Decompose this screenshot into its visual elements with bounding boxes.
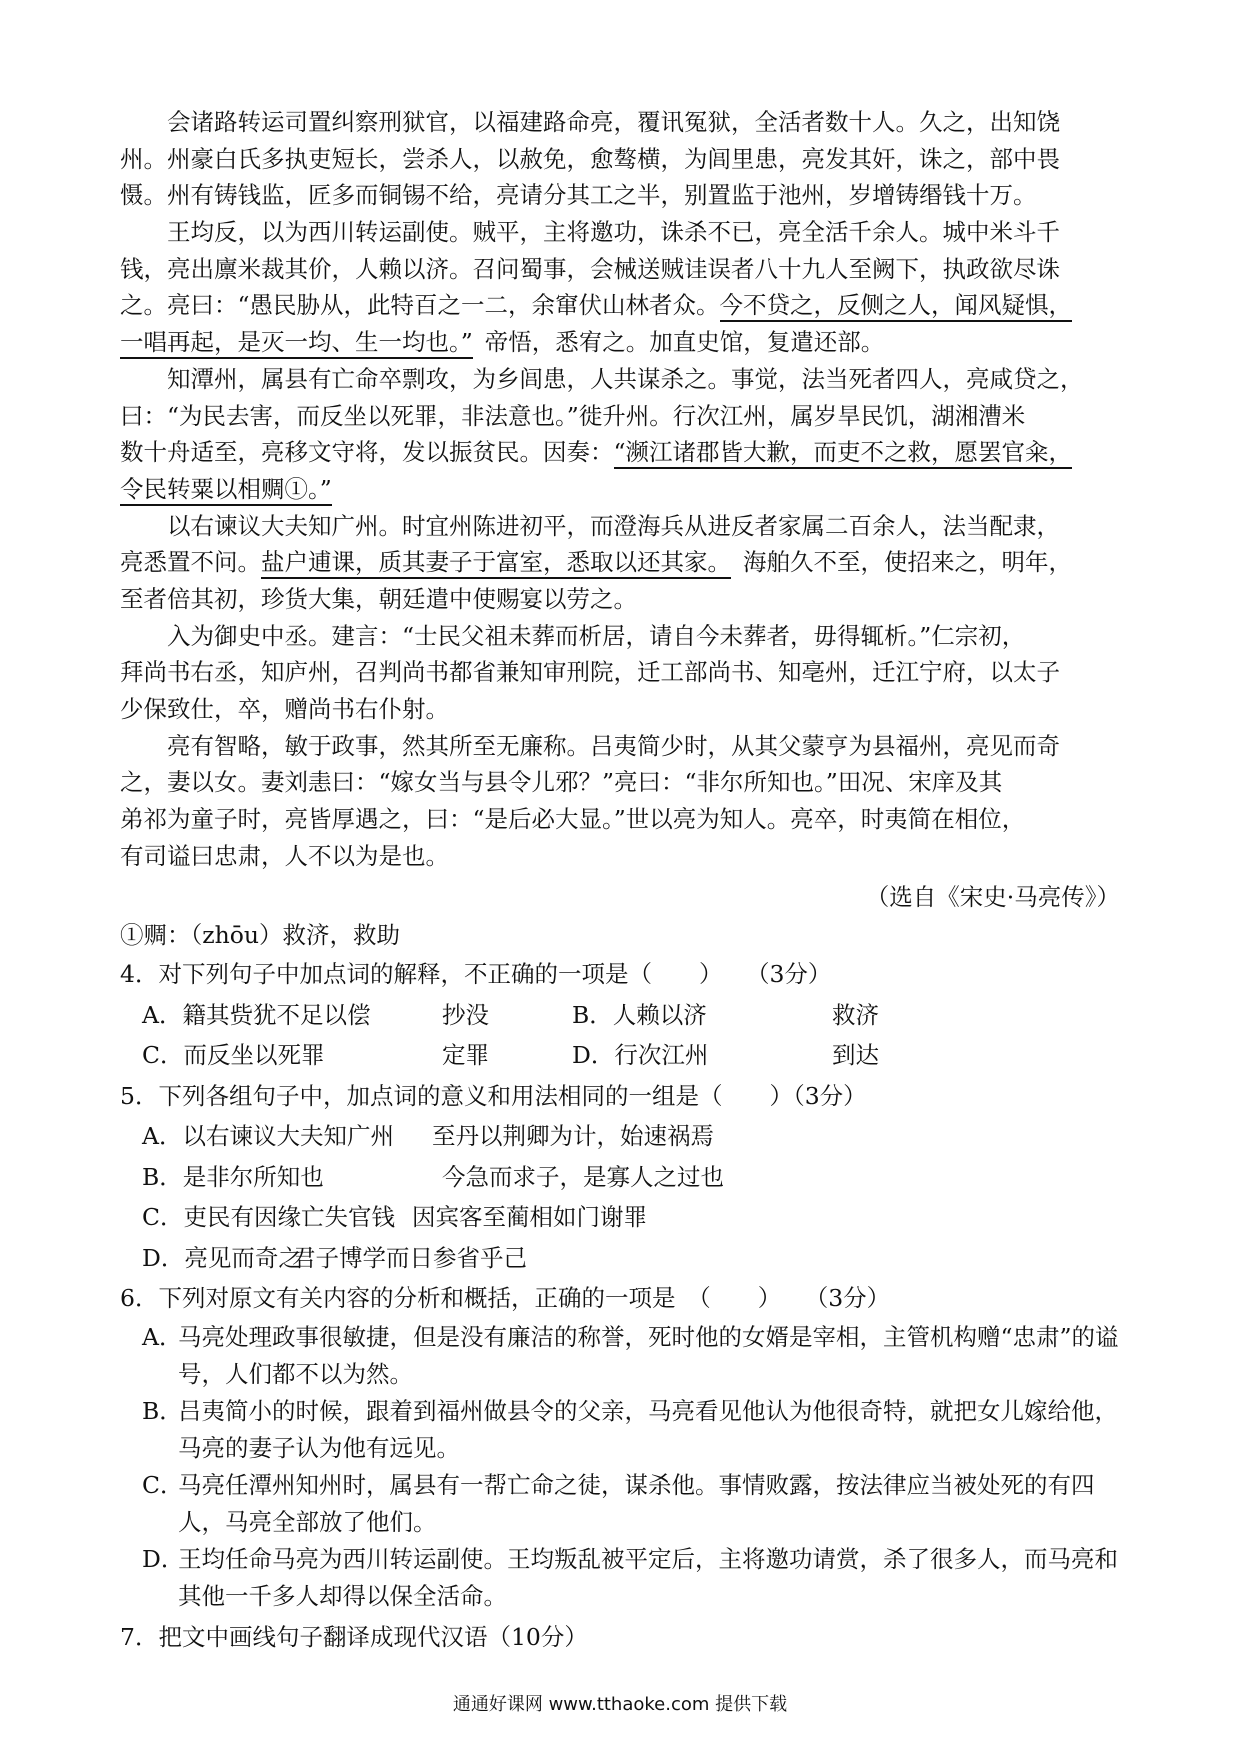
passage-line (120, 177, 1130, 214)
passage-text: 少保致仕，卒，赠尚书右仆射。 (120, 695, 449, 723)
question-5-options (120, 1116, 1130, 1278)
passage-text: 至者倍其初，珍货大集，朝廷遣中使赐宴以劳之。 (120, 584, 637, 613)
footnote: ①赒：（zhōu）救济，救助 (120, 921, 401, 949)
passage-text: 王均反，以为西川转运副使。贼平，主将邀功，诛杀不已，亮全活千余人。城中米斗千 (167, 218, 1060, 247)
passage-line (120, 691, 1130, 728)
passage-text: 曰：“为民去害，而反坐以死罪，非法意也。”徙升州。行次江州，属岁旱民饥，湖湘漕米 (120, 401, 1026, 430)
passage-line (120, 251, 1130, 288)
option-sentence: B．人赖以济 (572, 1000, 707, 1029)
option-text: 马亮处理政事很敏捷，但是没有廉洁的称誉，死时他的女婿是宰相，主管机构赠“忠肃”的谥号，人们都不以为然。 (178, 1322, 1119, 1388)
passage-line (120, 471, 1130, 508)
passage-line (120, 104, 1130, 141)
option-sentence: A．籍其赀犹不足以偿 (142, 1000, 371, 1029)
source-citation: （选自《宋史·马亮传》） (865, 883, 1120, 911)
underlined-sentence: 盐户逋课，质其妻子于富室，悉取以还其家。 (261, 548, 731, 579)
passage-text: 之。亮曰：“愚民胁从，此特百之一二，余窜伏山林者众。 (120, 291, 720, 320)
passage-line (120, 324, 1130, 361)
passage-line (120, 654, 1130, 691)
option-text: 马亮任潭州知州时，属县有一帮亡命之徒，谋杀他。事情败露，按法律应当被处死的有四人，马亮全部放了他们。 (178, 1470, 1095, 1536)
passage-line (120, 508, 1130, 545)
passage-text: 帝悟，悉宥之。加直史馆，复遣还部。 (484, 328, 885, 357)
option-meaning: 救济 (832, 1000, 879, 1029)
passage-line (120, 618, 1130, 655)
option-meaning: 抄没 (442, 1000, 489, 1029)
option-label: A． (142, 1322, 183, 1351)
option-sentence-b: 君子博学而日参省乎己 (292, 1243, 527, 1272)
passage-text: 会诸路转运司置纠察刑狱官，以福建路命亮，覆讯冤狱，全活者数十人。久之，出知饶 (167, 108, 1060, 136)
passage (120, 104, 1130, 874)
passage-text: 有司谥曰忠肃，人不以为是也。 (120, 841, 449, 870)
option-row (120, 1238, 1130, 1279)
question-5-stem: 5．下列各组句子中，加点词的意义和用法相同的一组是（ ）（3分） (120, 1081, 867, 1110)
option-label: D． (142, 1544, 185, 1573)
passage-line (120, 581, 1130, 618)
option-label: C． (142, 1470, 184, 1499)
passage-text: 慑。州有铸钱监，匠多而铜锡不给，亮请分其工之半，别置监于池州，岁增铸缗钱十万。 (120, 181, 1037, 210)
option-sentence-b: 至丹以荆卿为计，始速祸焉 (432, 1122, 714, 1150)
underlined-sentence: 令民转粟以相赒①。” (120, 475, 332, 506)
passage-text: 海舶久不至，使招来之，明年， (743, 548, 1072, 577)
page-footer: 通通好课网 www.tthaoke.com 提供下载 (452, 1694, 788, 1715)
option-row (120, 1116, 1130, 1157)
passage-line (120, 398, 1130, 435)
passage-line (120, 838, 1130, 875)
option-row (120, 995, 1130, 1036)
underlined-sentence: 今不贷之，反侧之人，闻风疑惧， (720, 291, 1073, 322)
passage-text: 亮有智略，敏于政事，然其所至无廉称。吕夷简少时，从其父蒙亨为县福州，亮见而奇 (167, 731, 1060, 760)
passage-text: 亮悉置不问。 (120, 548, 261, 577)
option-sentence-b: 因宾客至蔺相如门谢罪 (412, 1203, 647, 1231)
option-row (120, 1197, 1130, 1238)
option-sentence-a: C．吏民有因缘亡失官钱 (142, 1203, 395, 1231)
option-sentence: C．而反坐以死罪 (142, 1041, 325, 1069)
passage-line (120, 801, 1130, 838)
passage-line (120, 287, 1130, 324)
question-6-stem: 6．下列对原文有关内容的分析和概括，正确的一项是 （ ） （3分） (120, 1284, 891, 1312)
passage-text: 钱，亮出廪米裁其价，人赖以济。召问蜀事，会械送贼诖误者八十九人至阙下，执政欲尽诛 (120, 254, 1060, 283)
option-sentence-a: B．是非尔所知也 (142, 1162, 324, 1191)
questions (120, 877, 1130, 1657)
question-4-stem: 4．对下列句子中加点词的解释，不正确的一项是（ ） （3分） (120, 960, 832, 988)
passage-line (120, 214, 1130, 251)
underlined-sentence: “濒江诸郡皆大歉，而吏不之救，愿罢官籴， (614, 438, 1073, 469)
question-6-options (120, 1319, 1130, 1615)
passage-line (120, 728, 1130, 765)
passage-text: 弟祁为童子时，亮皆厚遇之，曰：“是后必大显。”世以亮为知人。亮卒，时夷简在相位， (120, 805, 1026, 834)
passage-line (120, 141, 1130, 178)
option-d (120, 1541, 1130, 1615)
option-row (120, 1157, 1130, 1198)
passage-text: 州。州豪白氏多执吏短长，尝杀人，以赦免，愈骜横，为闾里患，亮发其奸，诛之，部中畏 (120, 144, 1060, 173)
option-meaning: 定罪 (442, 1041, 489, 1069)
option-a (120, 1319, 1130, 1393)
passage-line (120, 764, 1130, 801)
passage-text: 数十舟适至，亮移文守将，发以振贫民。因奏： (120, 438, 614, 467)
passage-text: 之，妻以女。妻刘恚曰：“嫁女当与县令儿邪？”亮曰：“非尔所知也。”田况、宋庠及其 (120, 768, 1003, 797)
question-4-options (120, 995, 1130, 1076)
option-sentence: D．行次江州 (572, 1041, 709, 1069)
underlined-sentence: 一唱再起，是灭一均、生一均也。” (120, 328, 473, 359)
question-7-stem: 7．把文中画线句子翻译成现代汉语（10分） (120, 1622, 588, 1651)
passage-text: 拜尚书右丞，知庐州，召判尚书都省兼知审刑院，迁工部尚书、知亳州，迁江宁府，以太子 (120, 658, 1060, 687)
option-row (120, 1035, 1130, 1076)
option-text: 吕夷简小的时候，跟着到福州做县令的父亲，马亮看见他认为他很奇特，就把女儿嫁给他，马亮的妻子认为他有远见。 (178, 1396, 1118, 1462)
option-label: B． (142, 1396, 183, 1425)
passage-line (120, 361, 1130, 398)
option-sentence-a: A．以右谏议大夫知广州 (142, 1122, 394, 1150)
option-c (120, 1467, 1130, 1541)
option-sentence-a: D．亮见而奇之 (142, 1243, 302, 1272)
passage-text: 入为御史中丞。建言：“士民父祖未葬而析居，请自今未葬者，毋得辄析。”仁宗初， (167, 621, 1026, 650)
option-b (120, 1393, 1130, 1467)
option-meaning: 到达 (832, 1041, 879, 1069)
passage-text: 知潭州，属县有亡命卒剽攻，为乡闾患，人共谋杀之。事觉，法当死者四人，亮咸贷之， (167, 364, 1084, 393)
passage-line (120, 544, 1130, 581)
option-text: 王均任命马亮为西川转运副使。王均叛乱被平定后，主将邀功请赏，杀了很多人，而马亮和其他一千多人却得以保全活命。 (178, 1544, 1118, 1610)
option-sentence-b: 今急而求子，是寡人之过也 (442, 1162, 724, 1191)
passage-text: 以右谏议大夫知广州。时宜州陈进初平，而澄海兵从进反者家属二百余人，法当配隶， (167, 511, 1060, 540)
passage-line (120, 434, 1130, 471)
